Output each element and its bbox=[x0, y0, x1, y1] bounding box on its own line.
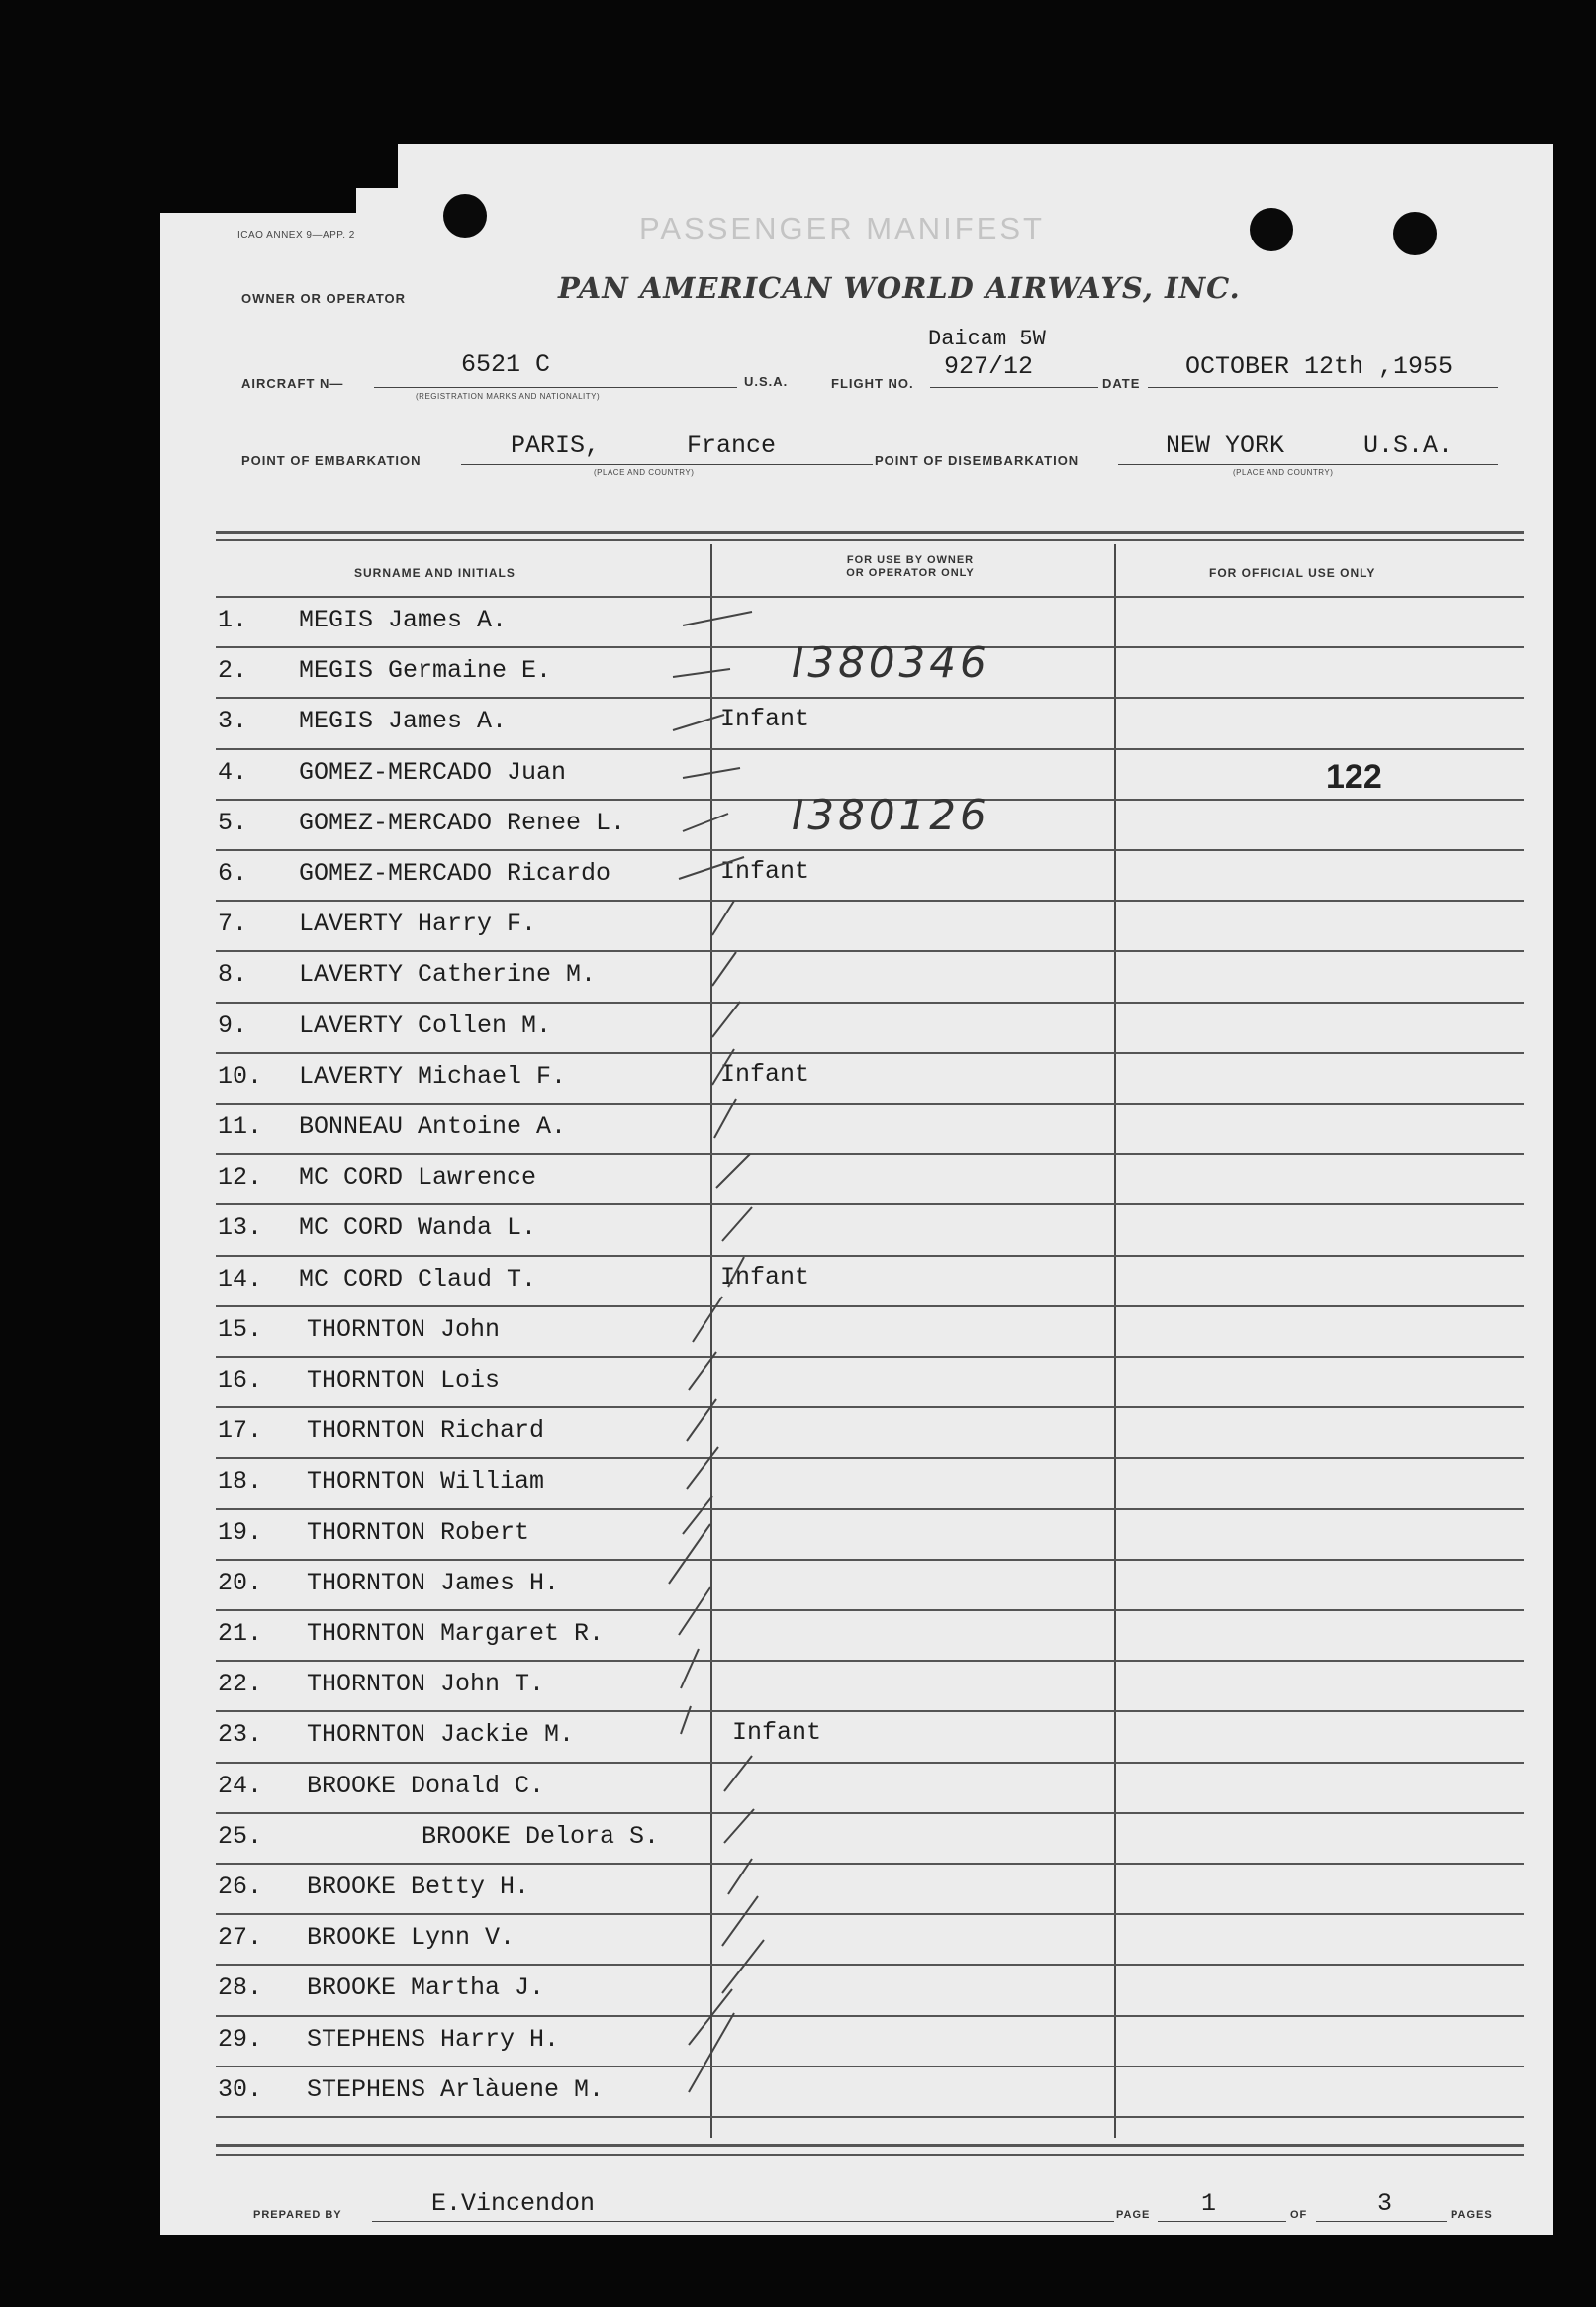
aircraft-label: AIRCRAFT N— bbox=[241, 376, 344, 391]
official-note: 122 bbox=[1326, 758, 1382, 796]
passenger-name: THORNTON John bbox=[307, 1314, 501, 1344]
prepared-underline bbox=[372, 2221, 1114, 2222]
row-number: 25. bbox=[218, 1821, 263, 1851]
passenger-name: MC CORD Lawrence bbox=[299, 1163, 537, 1193]
passenger-name: MC CORD Wanda L. bbox=[299, 1213, 537, 1243]
passenger-name: LAVERTY Collen M. bbox=[299, 1010, 552, 1040]
row-number: 22. bbox=[218, 1670, 263, 1699]
passenger-name: MC CORD Claud T. bbox=[299, 1264, 537, 1294]
passenger-name: BROOKE Delora S. bbox=[422, 1821, 660, 1851]
page-underline bbox=[1158, 2221, 1286, 2222]
passenger-name: LAVERTY Catherine M. bbox=[299, 960, 597, 990]
of-underline bbox=[1316, 2221, 1447, 2222]
date-label: DATE bbox=[1102, 376, 1141, 391]
row-number: 10. bbox=[218, 1061, 263, 1091]
row-number: 16. bbox=[218, 1366, 263, 1394]
row-number: 23. bbox=[218, 1720, 263, 1750]
of-label: OF bbox=[1290, 2209, 1308, 2221]
embarkation-sub-label: (PLACE AND COUNTRY) bbox=[594, 468, 695, 477]
disembarkation-label: POINT OF DISEMBARKATION bbox=[875, 453, 1080, 468]
infant-note: Infant bbox=[720, 705, 810, 734]
passenger-name: STEPHENS Harry H. bbox=[307, 2024, 560, 2054]
flight-note: Daicam 5W bbox=[928, 327, 1046, 351]
annex-label: ICAO ANNEX 9—APP. 2 bbox=[237, 230, 355, 240]
flight-value: 927/12 bbox=[944, 352, 1034, 381]
row-number: 20. bbox=[218, 1568, 263, 1597]
infant-note: Infant bbox=[732, 1718, 822, 1748]
prepared-label: PREPARED BY bbox=[253, 2209, 342, 2221]
row-number: 26. bbox=[218, 1873, 263, 1901]
row-number: 24. bbox=[218, 1771, 263, 1800]
passenger-name: THORNTON Lois bbox=[307, 1366, 501, 1394]
aircraft-sub-label: (REGISTRATION MARKS AND NATIONALITY) bbox=[416, 392, 601, 401]
row-number: 15. bbox=[218, 1314, 263, 1344]
form-title: PASSENGER MANIFEST bbox=[639, 211, 1045, 245]
passenger-name: THORNTON Richard bbox=[307, 1416, 545, 1446]
passenger-name: THORNTON Robert bbox=[307, 1517, 530, 1547]
passenger-name: GOMEZ-MERCADO Renee L. bbox=[299, 808, 626, 837]
row-number: 2. bbox=[218, 656, 248, 686]
passenger-name: BROOKE Betty H. bbox=[307, 1873, 530, 1901]
row-number: 3. bbox=[218, 707, 248, 736]
date-value: OCTOBER 12th ,1955 bbox=[1185, 352, 1454, 381]
infant-note: Infant bbox=[720, 857, 810, 886]
passenger-name: BROOKE Lynn V. bbox=[307, 1923, 516, 1953]
row-number: 14. bbox=[218, 1264, 263, 1294]
embarkation-label: POINT OF EMBARKATION bbox=[241, 453, 422, 468]
row-number: 18. bbox=[218, 1467, 263, 1496]
embarkation-city: PARIS, bbox=[511, 432, 601, 460]
row-number: 13. bbox=[218, 1213, 263, 1243]
disembarkation-country: U.S.A. bbox=[1363, 432, 1454, 460]
col-header-owner-line1: FOR USE BY OWNER bbox=[846, 554, 975, 566]
page-value: 1 bbox=[1201, 2189, 1217, 2218]
row-number: 1. bbox=[218, 606, 248, 634]
footer-rule-top bbox=[216, 2144, 1524, 2147]
disembarkation-city: NEW YORK bbox=[1166, 432, 1285, 460]
aircraft-nationality: U.S.A. bbox=[744, 374, 789, 389]
row-number: 19. bbox=[218, 1517, 263, 1547]
row-number: 12. bbox=[218, 1163, 263, 1193]
row-number: 29. bbox=[218, 2024, 263, 2054]
row-number: 27. bbox=[218, 1923, 263, 1953]
flight-label: FLIGHT NO. bbox=[831, 376, 914, 391]
passenger-name: STEPHENS Arlàuene M. bbox=[307, 2074, 605, 2104]
passenger-name: THORNTON Margaret R. bbox=[307, 1619, 605, 1648]
row-number: 9. bbox=[218, 1010, 248, 1040]
passenger-name: BROOKE Donald C. bbox=[307, 1771, 545, 1800]
passenger-name: MEGIS James A. bbox=[299, 707, 508, 736]
passenger-name: THORNTON Jackie M. bbox=[307, 1720, 575, 1750]
embarkation-country: France bbox=[687, 432, 777, 460]
passport-number: I380346 bbox=[792, 638, 990, 688]
pages-label: PAGES bbox=[1451, 2209, 1493, 2221]
passenger-name: GOMEZ-MERCADO Ricardo bbox=[299, 859, 611, 888]
infant-note: Infant bbox=[720, 1262, 810, 1292]
passport-number: I380126 bbox=[792, 790, 990, 839]
of-value: 3 bbox=[1377, 2189, 1393, 2218]
row-number: 4. bbox=[218, 757, 248, 787]
passenger-name: THORNTON James H. bbox=[307, 1568, 560, 1597]
row-number: 30. bbox=[218, 2074, 263, 2104]
row-number: 6. bbox=[218, 859, 248, 888]
passenger-name: GOMEZ-MERCADO Juan bbox=[299, 757, 567, 787]
passenger-name: THORNTON John T. bbox=[307, 1670, 545, 1699]
row-number: 21. bbox=[218, 1619, 263, 1648]
tick-marks bbox=[669, 612, 764, 2092]
row-number: 8. bbox=[218, 960, 248, 990]
aircraft-value: 6521 C bbox=[461, 350, 551, 379]
passenger-name: THORNTON William bbox=[307, 1467, 545, 1496]
row-number: 28. bbox=[218, 1973, 263, 2003]
airline-name: PAN AMERICAN WORLD AIRWAYS, INC. bbox=[558, 271, 1241, 305]
passenger-name: MEGIS Germaine E. bbox=[299, 656, 552, 686]
passenger-name: BONNEAU Antoine A. bbox=[299, 1112, 567, 1141]
owner-label: OWNER OR OPERATOR bbox=[241, 291, 407, 306]
row-number: 5. bbox=[218, 808, 248, 837]
infant-note: Infant bbox=[720, 1059, 810, 1089]
passenger-name: BROOKE Martha J. bbox=[307, 1973, 545, 2003]
footer-rule-bottom bbox=[216, 2154, 1524, 2156]
passenger-name: MEGIS James A. bbox=[299, 606, 508, 634]
col-header-official: FOR OFFICIAL USE ONLY bbox=[1209, 566, 1376, 580]
col-header-owner-line2: OR OPERATOR ONLY bbox=[846, 567, 975, 579]
page-label: PAGE bbox=[1116, 2209, 1151, 2221]
row-number: 11. bbox=[218, 1112, 263, 1141]
row-number: 17. bbox=[218, 1416, 263, 1446]
passenger-name: LAVERTY Michael F. bbox=[299, 1061, 567, 1091]
col-header-surname: SURNAME AND INITIALS bbox=[354, 566, 516, 580]
row-number: 7. bbox=[218, 910, 248, 939]
prepared-value: E.Vincendon bbox=[431, 2189, 596, 2218]
passenger-name: LAVERTY Harry F. bbox=[299, 910, 537, 939]
disembarkation-sub-label: (PLACE AND COUNTRY) bbox=[1233, 468, 1334, 477]
